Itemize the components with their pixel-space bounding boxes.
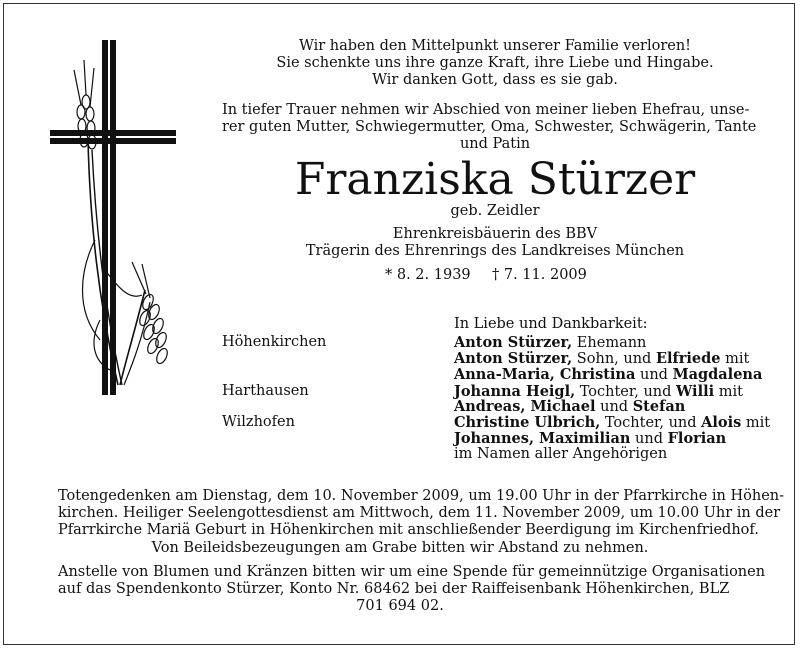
mourner-relation: mit (720, 351, 750, 367)
donation-line-3: 701 694 02. (356, 598, 444, 614)
place-wilzhofen: Wilzhofen (222, 414, 295, 430)
mourners-closing: im Namen aller Angehörigen (454, 446, 668, 462)
mourner-name: Johannes, Maximilian (454, 430, 631, 447)
birth-date: * 8. 2. 1939 (385, 267, 471, 283)
mourning-line-3: und Patin (459, 136, 531, 152)
mourner-name: Anton Stürzer, (454, 334, 573, 351)
mourner-name: Anna-Maria, Christina (454, 366, 636, 383)
mourner-name: Stefan (632, 398, 686, 415)
donation-line-1: Anstelle von Blumen und Kränzen bitten wir um eine Spende für gemeinnützige Organisationen (58, 564, 766, 580)
family-heading: In Liebe und Dankbarkeit: (454, 316, 648, 332)
birth-name: geb. Zeidler (450, 203, 540, 219)
mourner-name: Andreas, Michael (454, 398, 596, 415)
mourner-relation: und (630, 431, 668, 447)
mourner-relation: Tochter, und (600, 415, 702, 431)
mourner-name: Magdalena (672, 366, 763, 383)
donation-line-2: auf das Spendenkonto Stürzer, Konto Nr. 68462 bei der Raiffeisenbank Höhenkirchen, BLZ (58, 581, 730, 597)
honor-title-1: Ehrenkreisbäuerin des BBV (392, 226, 598, 242)
place-hoehenkirchen: Höhenkirchen (222, 334, 327, 350)
intro-line-1: Wir haben den Mittelpunkt unserer Familie verloren! (298, 38, 692, 54)
place-harthausen: Harthausen (222, 383, 309, 399)
mourner-row (454, 366, 762, 384)
service-line-1: Totengedenken am Dienstag, dem 10. November 2009, um 19.00 Uhr in der Pfarrkirche in Höhen- (58, 488, 785, 504)
cross-with-wheat-icon (50, 40, 180, 400)
mourner-name: Willi (676, 383, 715, 400)
mourner-name: Alois (701, 414, 742, 431)
mourning-line-2: rer guten Mutter, Schwiegermutter, Oma, Schwester, Schwägerin, Tante (222, 119, 757, 135)
mourner-name: Christine Ulbrich, (454, 414, 601, 431)
mourner-relation: mit (714, 384, 743, 400)
mourner-name: Florian (667, 430, 727, 447)
intro-line-3: Wir danken Gott, dass es sie gab. (372, 72, 618, 88)
mourner-relation: Tochter, und (575, 384, 677, 400)
mourner-name: Elfriede (655, 350, 721, 367)
mourner-relation: und (595, 399, 633, 415)
mourner-relation: Sohn, und (572, 351, 656, 367)
mourner-relation: Ehemann (572, 335, 647, 351)
service-line-2: kirchen. Heiliger Seelengottesdienst am Mittwoch, dem 11. November 2009, um 10.00 Uhr in der (58, 505, 781, 521)
condolence-note: Von Beileidsbezeugungen am Grabe bitten wir Abstand zu nehmen. (151, 540, 649, 556)
death-date: † 7. 11. 2009 (492, 267, 587, 283)
deceased-name: Franziska Stürzer (294, 154, 696, 205)
mourning-line-1: In tiefer Trauer nehmen wir Abschied von meiner lieben Ehefrau, unse- (222, 102, 750, 118)
mourner-relation: und (635, 367, 673, 383)
honor-title-2: Trägerin des Ehrenrings des Landkreises München (305, 243, 685, 259)
mourner-name: Anton Stürzer, (454, 350, 573, 367)
service-line-3: Pfarrkirche Mariä Geburt in Höhenkirchen mit anschließender Beerdigung im Kirchenfriedhof. (58, 522, 759, 538)
mourner-name: Johanna Heigl, (454, 383, 576, 400)
intro-line-2: Sie schenkte uns ihre ganze Kraft, ihre Liebe und Hingabe. (276, 55, 714, 71)
mourner-relation: mit (741, 415, 771, 431)
